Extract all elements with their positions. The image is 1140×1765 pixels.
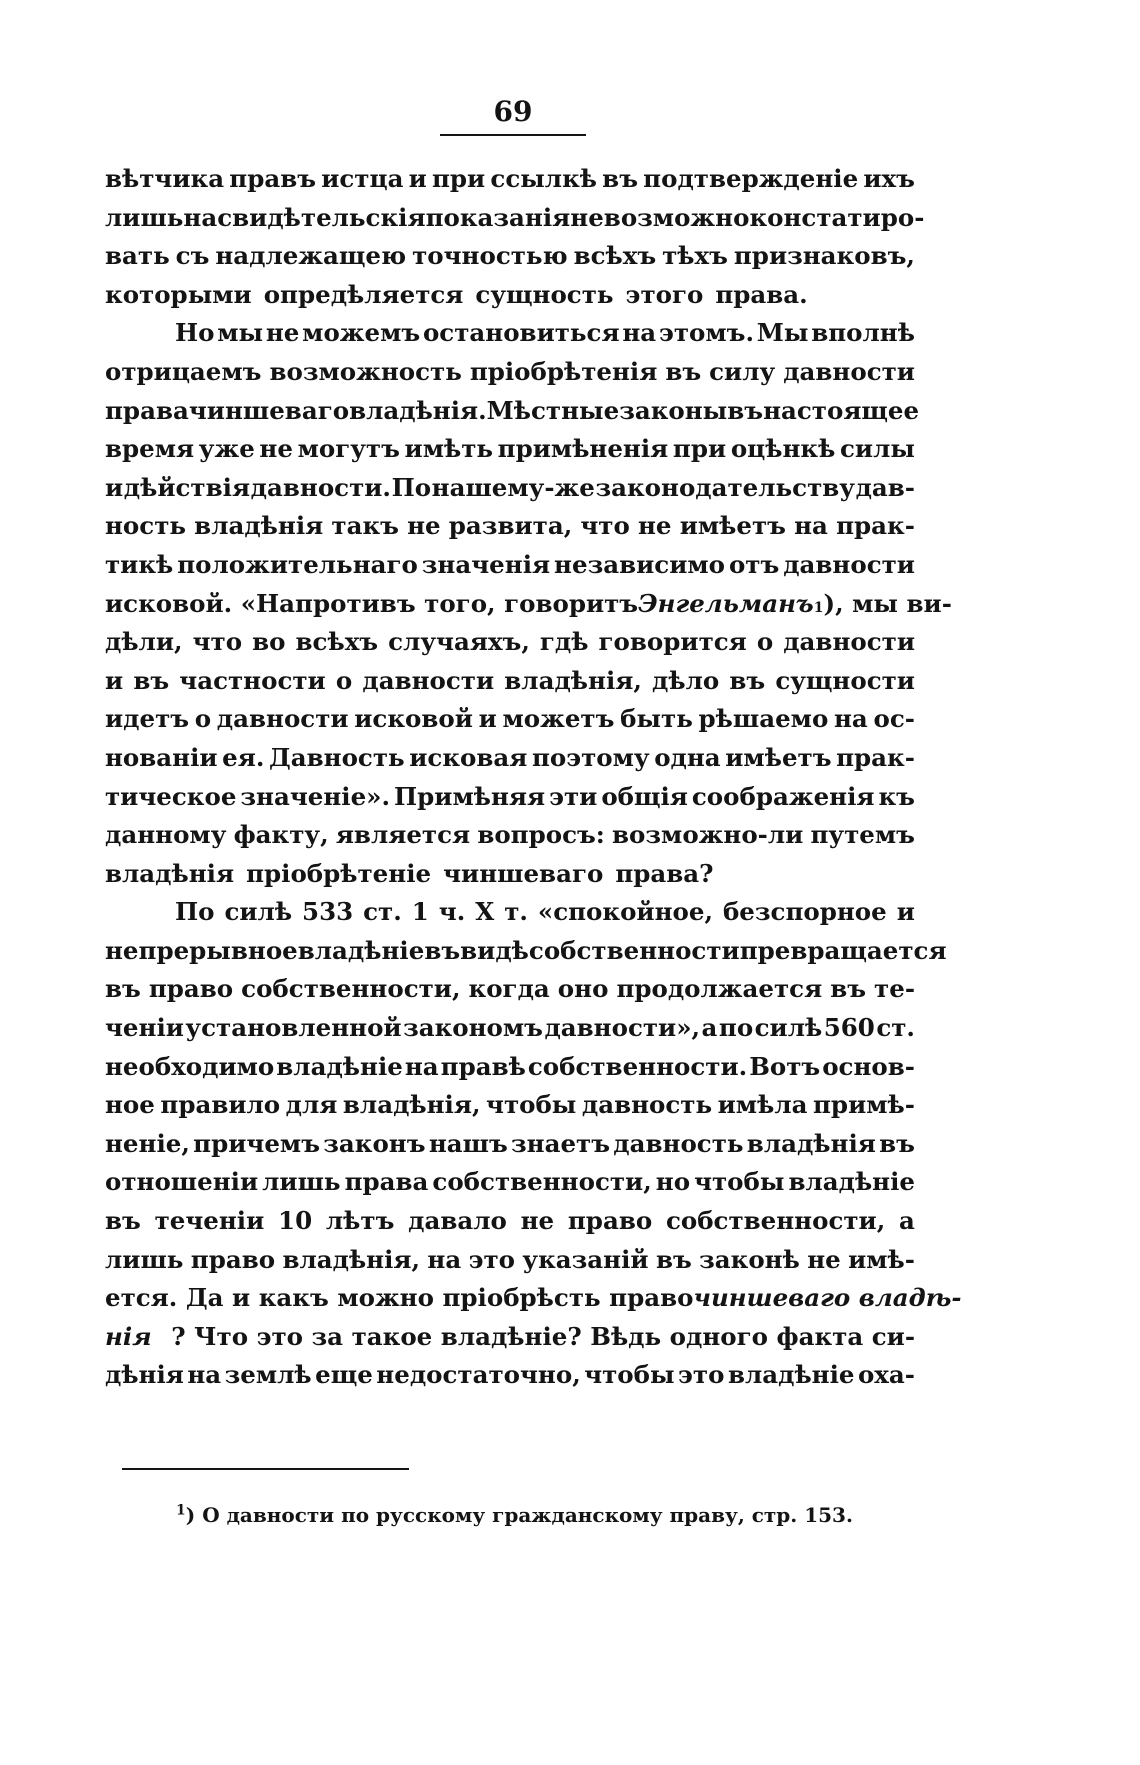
word: на (404, 1051, 439, 1081)
word: те- (874, 974, 915, 1004)
word: во (252, 627, 286, 657)
word: настоящее (763, 395, 920, 425)
cited-author: Энгельманъ (638, 588, 814, 618)
word: превращается (739, 935, 947, 965)
word: на (622, 318, 657, 348)
word: владѣніе (297, 935, 425, 965)
word: и (478, 704, 497, 734)
text-line (105, 469, 915, 508)
word: По (175, 897, 215, 927)
word: въ (424, 935, 461, 965)
word: законы (619, 395, 728, 425)
footnote-text: О давности по русскому гражданскому праву, стр. 153. (202, 1503, 853, 1527)
word: вать (105, 241, 170, 271)
text-line-with-citation: исковой. «Напротивъ того, говоритъ Энгельманъ 1 ), мы ви- (105, 585, 915, 624)
word: давности (783, 549, 915, 579)
word: Давность (268, 742, 405, 772)
word: давности. (250, 472, 391, 502)
word: нованіи (105, 742, 218, 772)
text-line (105, 739, 915, 778)
word: X (475, 897, 495, 927)
word: возможно-ли (612, 820, 804, 850)
word: 10 (278, 1206, 313, 1236)
word: права (105, 395, 189, 425)
word: право (190, 1244, 276, 1274)
word: въ (727, 395, 764, 425)
word: въ (729, 665, 766, 695)
word: что (192, 627, 243, 657)
word: правило (160, 1090, 281, 1120)
word: права. (715, 279, 808, 309)
word: примѣ- (813, 1090, 915, 1120)
word: тикѣ (105, 549, 174, 579)
text-line (105, 237, 915, 276)
word: свидѣтельскія (217, 202, 426, 232)
word: о (335, 665, 353, 695)
word: давности (783, 627, 915, 657)
text-line (105, 816, 915, 855)
word: прак- (836, 742, 915, 772)
word: дѣло (652, 665, 720, 695)
footnote-marker: 1 (176, 1502, 186, 1519)
text-line (105, 199, 925, 238)
word: силу (709, 356, 776, 386)
word: не (638, 511, 672, 541)
word: которыми (105, 279, 252, 309)
word: владѣнія, (504, 665, 642, 695)
word: ст. (876, 1013, 915, 1043)
text-line (105, 276, 915, 315)
word: сущности (775, 665, 915, 695)
word: нашему-же (431, 472, 595, 502)
word: недостаточно, (376, 1360, 581, 1390)
word: чтобы (486, 1090, 577, 1120)
text-line (105, 392, 920, 431)
word: исковой (354, 704, 473, 734)
word: факту, (233, 820, 329, 850)
word: имѣетъ (679, 511, 786, 541)
word: о (756, 627, 774, 657)
word: и (105, 472, 124, 502)
word: еще (315, 1360, 373, 1390)
word: владѣнія, (282, 1244, 421, 1274)
text-line (105, 1202, 915, 1241)
word: знаетъ (511, 1128, 611, 1158)
word: лишь (105, 202, 184, 232)
text-line (105, 353, 915, 392)
word: давности (216, 704, 349, 734)
word: владѣнія, (342, 1090, 481, 1120)
text-line (105, 160, 915, 199)
word: этого (625, 279, 704, 309)
word: непрерывное (105, 935, 298, 965)
word: можетъ (502, 704, 615, 734)
word: ность (105, 511, 187, 541)
word: теченіи (154, 1206, 265, 1236)
word: ея. (222, 742, 265, 772)
word: собственности. (527, 1051, 748, 1081)
word: всѣхъ (573, 241, 657, 271)
word: нашъ (428, 1128, 508, 1158)
text-line (105, 932, 947, 971)
word: уже (198, 434, 255, 464)
word: владѣнія (194, 511, 324, 541)
word: истца (321, 164, 404, 193)
word: т. (504, 897, 528, 927)
word: а (701, 1013, 718, 1043)
text-line (105, 1356, 915, 1395)
word: примѣненія (497, 434, 669, 464)
text-segment: ), мы ви- (823, 588, 952, 618)
word: невозможно (570, 202, 750, 232)
word: ное (105, 1090, 155, 1120)
word: этомъ. (658, 318, 754, 348)
word: «спокойное, (537, 897, 713, 927)
word: имѣетъ (725, 742, 832, 772)
word: ихъ (863, 164, 915, 193)
word: съ (175, 241, 210, 271)
text-line (105, 1086, 915, 1125)
footnote: $^1$) О давности по русскому гражданскому праву, стр. 153. (176, 1502, 853, 1527)
word: гдѣ (539, 627, 589, 657)
word: собственности, (665, 1206, 886, 1236)
word: данному (105, 820, 227, 850)
word: право (567, 1206, 653, 1236)
word: владѣніе (788, 1167, 915, 1197)
word: можемъ (302, 318, 421, 348)
word: оцѣнкѣ (730, 434, 836, 464)
word: силѣ (754, 1013, 823, 1043)
word: права (344, 1167, 429, 1197)
text-line (105, 1163, 915, 1202)
word: опредѣляется (263, 279, 464, 309)
word: 533 (302, 897, 354, 927)
text-line (105, 700, 915, 739)
word: одна (654, 742, 721, 772)
word: для (285, 1090, 338, 1120)
text-line (105, 1048, 915, 1087)
word: тическое (105, 781, 237, 811)
text-segment: исковой. «Напротивъ того, говоритъ (105, 588, 639, 618)
word: отрицаемъ (105, 356, 262, 386)
word: владѣнія (105, 858, 235, 888)
word: причемъ (193, 1128, 320, 1158)
word: развита, (448, 511, 573, 541)
italic-term: нія (105, 1321, 152, 1351)
body-text (105, 160, 962, 1395)
word: правѣ (440, 1051, 526, 1081)
word: показанія (425, 202, 571, 232)
word: констатиро- (749, 202, 925, 232)
word: вѣтчика (105, 164, 225, 193)
word: лѣтъ (325, 1206, 395, 1236)
word: когда (468, 974, 550, 1004)
word: установленной (185, 1013, 402, 1043)
word: на (187, 1360, 222, 1390)
word: отношеніи (105, 1167, 259, 1197)
word: не (265, 318, 300, 348)
word: продолжается (616, 974, 823, 1004)
word: на (794, 511, 828, 541)
word: чтобы (694, 1167, 785, 1197)
word: ос- (873, 704, 915, 734)
word: о (194, 704, 212, 734)
word: быть (620, 704, 693, 734)
word: остановиться (422, 318, 620, 348)
word: собственности, (241, 974, 461, 1004)
paragraph-start-line (105, 314, 915, 353)
word: владѣнія (746, 1128, 876, 1158)
word: закономъ (403, 1013, 543, 1043)
word: время (105, 434, 195, 464)
word: соображенія (691, 781, 875, 811)
word: давности», (544, 1013, 701, 1043)
text-line (105, 1009, 915, 1048)
text-line (105, 623, 915, 662)
word: законѣ (699, 1244, 800, 1274)
word: необходимо (105, 1051, 275, 1081)
word: дѣли, (105, 627, 183, 657)
text-segment: ? Что это за такое владѣніе? Вѣдь одного факта си- (171, 1321, 915, 1351)
word: законъ (323, 1128, 426, 1158)
word: дѣнія (105, 1360, 184, 1390)
text-line (105, 1125, 915, 1164)
word: это (678, 1360, 725, 1390)
word: силы (839, 434, 915, 464)
word: давности (362, 665, 495, 695)
word: собственности (528, 935, 740, 965)
word: собственности, (432, 1167, 652, 1197)
word: ссылкѣ (490, 164, 597, 193)
word: неніе, (105, 1128, 190, 1158)
word: по (718, 1013, 754, 1043)
text-line (105, 507, 915, 546)
word: ст. (363, 897, 402, 927)
word: на (833, 704, 868, 734)
word: не (407, 511, 441, 541)
word: не (259, 434, 293, 464)
word: признаковъ, (733, 241, 915, 271)
word: на (427, 1244, 462, 1274)
word: чиншеваго (188, 395, 350, 425)
italic-term: чиншеваго владѣ- (693, 1283, 962, 1313)
word: путемъ (810, 820, 915, 850)
word: давность (581, 1090, 713, 1120)
word: случаяхъ, (388, 627, 530, 657)
word: правъ (229, 164, 317, 193)
word: законодательству (595, 472, 855, 502)
word: 1 (411, 897, 429, 927)
word: эти (549, 781, 598, 811)
word: и (408, 164, 427, 193)
text-line (105, 1241, 915, 1280)
word: давало (408, 1206, 507, 1236)
word: давность (613, 1128, 744, 1158)
word: чиншеваго (443, 858, 604, 888)
word: значенія (421, 549, 551, 579)
word: но (655, 1167, 691, 1197)
word: въ (105, 974, 141, 1004)
word: имѣла (717, 1090, 808, 1120)
paragraph-start-line (105, 893, 915, 932)
word: въ (879, 1128, 915, 1158)
word: въ (665, 356, 702, 386)
word: силѣ (224, 897, 293, 927)
word: Вотъ (749, 1051, 821, 1081)
word: при (431, 164, 486, 193)
word: при (672, 434, 727, 464)
word: вполнѣ (811, 318, 915, 348)
word: землѣ (224, 1360, 312, 1390)
text-line (105, 855, 915, 894)
word: Примѣняя (394, 781, 546, 811)
word: ч. (438, 897, 466, 927)
word: тѣхъ (662, 241, 728, 271)
word: имѣ- (848, 1244, 915, 1274)
word: въ (830, 974, 867, 1004)
word: лишь (262, 1167, 341, 1197)
word: могутъ (297, 434, 400, 464)
word: рѣшаемо (698, 704, 829, 734)
word: давности (783, 356, 915, 386)
word: мы (217, 318, 264, 348)
text-line (105, 970, 915, 1009)
word: пріобрѣтенія (469, 356, 658, 386)
word: ченіи (105, 1013, 184, 1043)
word: основ- (822, 1051, 915, 1081)
word: говорится (598, 627, 747, 657)
word: идетъ (105, 704, 190, 734)
word: положительнаго (177, 549, 418, 579)
word: оно (557, 974, 609, 1004)
word: права? (615, 858, 714, 888)
word: чтобы (584, 1360, 675, 1390)
word: Но (175, 318, 215, 348)
word: Мѣстные (486, 395, 620, 425)
word: владѣніе (276, 1051, 403, 1081)
word: въ (602, 164, 638, 193)
word: исковая (409, 742, 528, 772)
word: вопросъ: (477, 820, 605, 850)
word: на (183, 202, 218, 232)
word: пріобрѣтеніе (246, 858, 432, 888)
text-line-with-italic (105, 1318, 915, 1357)
word: видѣ (460, 935, 529, 965)
text-line-with-italic (105, 1279, 962, 1318)
word: всѣхъ (295, 627, 379, 657)
text-line (105, 546, 915, 585)
word: а (899, 1206, 915, 1236)
word: сущность (475, 279, 614, 309)
word: Мы (756, 318, 809, 348)
word: право (148, 974, 234, 1004)
word: подтвержденіе (643, 164, 859, 193)
text-line (105, 778, 915, 817)
word: общія (601, 781, 688, 811)
word: въ (133, 665, 170, 695)
word: имѣть (404, 434, 494, 464)
word: не (520, 1206, 555, 1236)
text-segment: ется. Да и какъ можно пріобрѣсть право (105, 1283, 694, 1313)
word: независимо (554, 549, 725, 579)
word: указаній (522, 1244, 649, 1274)
word: значеніе». (240, 781, 391, 811)
word: поэтому (531, 742, 650, 772)
word: оха- (857, 1360, 915, 1390)
word: дѣйствія (123, 472, 251, 502)
word: это (468, 1244, 516, 1274)
word: 560 (823, 1013, 875, 1043)
word: возможность (269, 356, 462, 386)
word: надлежащею (215, 241, 407, 271)
word: въ (655, 1244, 692, 1274)
page-number: 69 (440, 95, 586, 136)
word: точностью (412, 241, 568, 271)
word: лишь (105, 1244, 184, 1274)
word: владѣнія. (349, 395, 487, 425)
word: и (896, 897, 915, 927)
text-line (105, 662, 915, 701)
word: По (391, 472, 432, 502)
text-line (105, 430, 915, 469)
word: что (580, 511, 630, 541)
word: такъ (331, 511, 399, 541)
word: въ (105, 1206, 141, 1236)
word: дав- (855, 472, 915, 502)
word: частности (179, 665, 326, 695)
word: отъ (728, 549, 780, 579)
word: владѣніе (727, 1360, 855, 1390)
word: прак- (836, 511, 915, 541)
word: къ (878, 781, 915, 811)
word: и (105, 665, 124, 695)
word: является (335, 820, 471, 850)
footnote-rule (122, 1468, 409, 1470)
word: безспорное (722, 897, 887, 927)
word: не (807, 1244, 841, 1274)
